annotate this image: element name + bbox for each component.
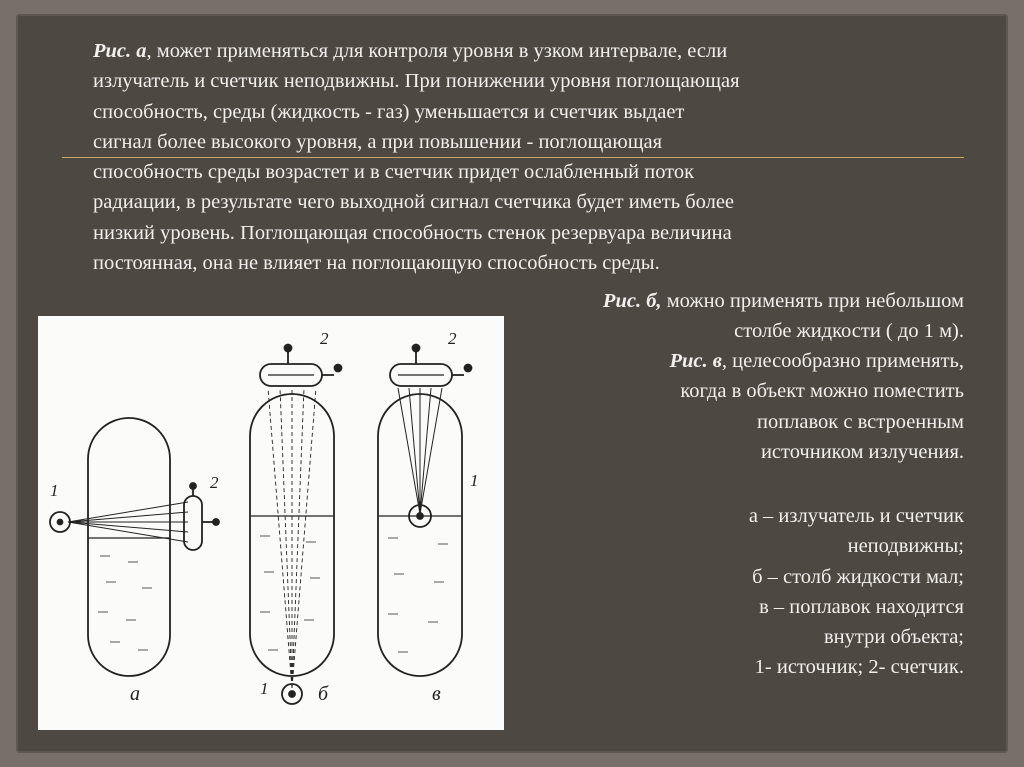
fig-v-paragraph: Рис. в, целесообразно применять, когда в объект можно поместить поплавок с встроенным источником излучения. <box>669 350 964 463</box>
num-1-b: 1 <box>260 679 269 698</box>
label-b: б <box>318 683 329 705</box>
label-v: в <box>432 683 441 705</box>
fig-b-paragraph: Рис. б, можно применять при небольшом столбе жидкости ( до 1 м). <box>602 290 964 343</box>
vessel-b <box>250 345 342 705</box>
num-2-a: 2 <box>210 473 219 492</box>
num-2-b: 2 <box>320 329 329 348</box>
legend-paragraph: а – излучатель и счетчик неподвижны; б – столб жидкости мал; в – поплавок находится внутри объекта; 1- источник; 2- счетчик. <box>748 505 964 679</box>
main-paragraph: Рис. а, может применяться для контроля уровня в узком интервале, если излучатель и счетчик неподвижны. При понижении уровня поглощающая способность, среды (жидкость - газ) уменьшается и счетчик выдает сигнал более высокого уровня, а при повышении - поглощающая способность среды возрастет и в счетчик придет ослабленный поток радиации, в результате чего выходной сигнал счетчика будет иметь более низкий уровень. Поглощающая способность стенок резервуара величина постоянная, она не влияет на поглощающую способность среды. <box>93 40 740 275</box>
num-1-a: 1 <box>50 481 59 500</box>
level-gauge-diagram <box>38 316 504 730</box>
label-a: а <box>130 683 140 705</box>
vessel-v <box>378 345 472 677</box>
num-1-v: 1 <box>470 471 479 490</box>
fig-a-ref: Рис. а <box>93 40 147 62</box>
fig-v-ref: Рис. в <box>669 350 722 372</box>
fig-b-ref: Рис. б, <box>602 290 662 312</box>
num-2-v: 2 <box>448 329 457 348</box>
vessel-a <box>50 418 219 676</box>
